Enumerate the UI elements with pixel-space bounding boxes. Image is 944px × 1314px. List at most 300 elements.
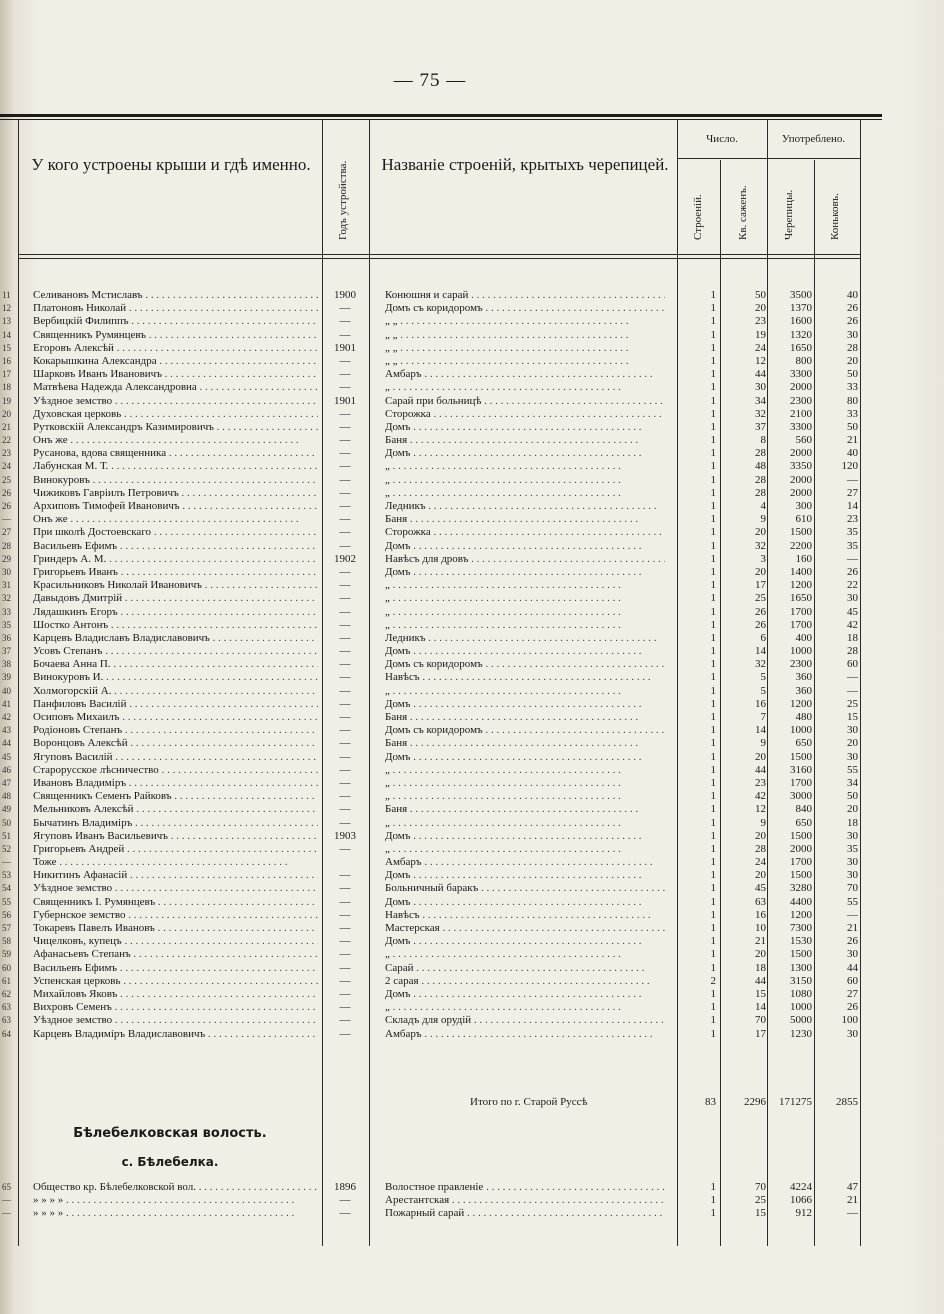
area-cell: 19: [755, 328, 766, 341]
area-cell: 70: [755, 1181, 766, 1193]
tiles-cell: 912: [795, 1207, 812, 1220]
year-cell: —: [339, 500, 351, 512]
ridges-cell: 35: [847, 842, 858, 855]
tiles-cell: 5000: [790, 1014, 812, 1027]
count-cell: 1: [710, 908, 716, 921]
ridges-cell: 50: [847, 368, 858, 381]
area-cell: 44: [755, 368, 766, 381]
area-cell: 3: [760, 552, 766, 565]
building-cell: „ . . .: [385, 460, 665, 473]
table-row: [0, 592, 944, 605]
building-cell: „ . . .: [385, 764, 665, 777]
owner-cell: Васильевъ Ефимъ . . .: [33, 962, 318, 975]
page-number: — 75 —: [393, 70, 467, 91]
tiles-cell: 3300: [790, 420, 812, 433]
row-number: 24: [2, 461, 11, 472]
area-cell: 16: [755, 697, 766, 710]
table-row: [0, 1028, 944, 1041]
count-cell: 1: [710, 750, 716, 763]
count-cell: 1: [710, 856, 716, 869]
row-number: 52: [2, 843, 11, 854]
table-row: [0, 922, 944, 935]
ridges-cell: 70: [847, 882, 858, 895]
tiles-cell: 1500: [790, 948, 812, 961]
ridges-cell: 40: [847, 289, 858, 301]
count-cell: 1: [710, 513, 716, 526]
ridges-cell: 100: [841, 1014, 858, 1027]
row-number: 22: [2, 435, 11, 446]
count-cell: 1: [710, 869, 716, 882]
table-row: [0, 606, 944, 619]
header-owner: У кого устроены крыши и гдѣ именно.: [31, 155, 311, 174]
building-cell: Домъ съ коридоромъ . . .: [385, 658, 665, 671]
building-cell: Домъ . . .: [385, 751, 665, 764]
count-cell: 1: [710, 565, 716, 578]
row-number: 46: [2, 764, 11, 775]
tiles-cell: 1700: [790, 605, 812, 618]
owner-cell: Шостко Антонъ . . .: [33, 619, 318, 632]
count-cell: 1: [710, 935, 716, 948]
row-number: 18: [2, 382, 11, 393]
tiles-cell: 1320: [790, 328, 812, 341]
count-cell: 1: [710, 763, 716, 776]
count-cell: 1: [710, 776, 716, 789]
ridges-cell: 22: [847, 579, 858, 592]
tiles-cell: 1700: [790, 856, 812, 869]
year-cell: —: [339, 381, 351, 394]
ridges-cell: 30: [847, 869, 858, 882]
owner-cell: Холмогорскій А. . . .: [33, 685, 318, 698]
owner-cell: Воронцовъ Алексѣй . . .: [33, 737, 318, 750]
year-cell: —: [339, 711, 351, 723]
building-cell: Ледникъ . . .: [385, 500, 665, 513]
top-rule: [0, 114, 882, 117]
row-number: 47: [2, 777, 11, 788]
count-cell: 1: [710, 1207, 716, 1220]
header-bottom-rule-2: [18, 258, 860, 259]
count-cell: 1: [710, 1181, 716, 1193]
building-cell: Баня . . .: [385, 513, 665, 526]
table-row: [0, 882, 944, 895]
year-cell: —: [339, 473, 351, 486]
year-cell: —: [339, 592, 351, 605]
count-cell: 1: [710, 473, 716, 486]
ridges-cell: —: [847, 1207, 858, 1220]
building-cell: Домъ . . .: [385, 869, 665, 882]
table-row: [0, 671, 944, 684]
area-cell: 17: [755, 579, 766, 592]
table-row: [0, 948, 944, 961]
row-number: 45: [2, 751, 11, 762]
year-cell: —: [339, 447, 351, 460]
year-cell: 1896: [334, 1181, 356, 1193]
year-cell: —: [339, 460, 351, 473]
owner-cell: » » » » . . .: [33, 1194, 318, 1207]
owner-cell: Уѣздное земство . . .: [33, 882, 318, 895]
table-row: [0, 315, 944, 328]
building-cell: „ . . .: [385, 777, 665, 790]
building-cell: Домъ . . .: [385, 566, 665, 579]
count-cell: 1: [710, 579, 716, 592]
building-cell: Сторожка . . .: [385, 408, 665, 421]
year-cell: —: [339, 961, 351, 974]
area-cell: 9: [760, 737, 766, 750]
count-cell: 1: [710, 645, 716, 658]
year-cell: —: [339, 790, 351, 803]
building-cell: Арестантская . . .: [385, 1194, 665, 1207]
area-cell: 30: [755, 381, 766, 394]
table-row: [0, 817, 944, 830]
area-cell: 5: [760, 684, 766, 697]
area-cell: 26: [755, 605, 766, 618]
ridges-cell: 27: [847, 486, 858, 499]
area-cell: 14: [755, 645, 766, 658]
table-row: [0, 1014, 944, 1027]
count-cell: 1: [710, 948, 716, 961]
count-cell: 1: [710, 961, 716, 974]
table-row: [0, 658, 944, 671]
ridges-cell: 18: [847, 631, 858, 644]
building-cell: „ „ . . .: [385, 355, 665, 368]
tiles-cell: 7300: [790, 922, 812, 934]
tiles-cell: 3500: [790, 289, 812, 301]
table-row: [0, 566, 944, 579]
count-cell: 1: [710, 922, 716, 934]
owner-cell: Панфиловъ Василій . . .: [33, 698, 318, 711]
header-bottom-rule: [18, 254, 860, 255]
area-cell: 9: [760, 816, 766, 829]
table-row: [0, 1194, 944, 1207]
section-title: Бѣлебелковская волость.: [73, 1126, 267, 1141]
ridges-cell: —: [847, 684, 858, 697]
ridges-cell: 26: [847, 935, 858, 948]
row-number: 42: [2, 712, 11, 722]
owner-cell: Архиповъ Тимофей Ивановичъ . . .: [33, 500, 318, 513]
table-body-2: [0, 1181, 944, 1221]
year-cell: —: [339, 579, 351, 592]
tiles-cell: 1200: [790, 908, 812, 921]
owner-cell: Шарковъ Иванъ Ивановичъ . . .: [33, 368, 318, 381]
count-cell: 1: [710, 460, 716, 473]
count-cell: 1: [710, 315, 716, 328]
table-row: [0, 526, 944, 539]
owner-cell: Усовъ Степанъ . . .: [33, 645, 318, 658]
row-number: 61: [2, 975, 11, 986]
table-row: [0, 909, 944, 922]
ridges-cell: 45: [847, 605, 858, 618]
building-cell: „ „ . . .: [385, 315, 665, 328]
owner-cell: Карцевъ Владиславъ Владиславовичъ . . .: [33, 632, 318, 645]
ridges-cell: 60: [847, 974, 858, 987]
year-cell: —: [339, 486, 351, 499]
year-cell: —: [339, 816, 351, 829]
ridges-cell: 27: [847, 987, 858, 1000]
building-cell: Навѣсъ . . .: [385, 671, 665, 684]
ridges-cell: 30: [847, 592, 858, 605]
owner-cell: Винокуровъ И. . . .: [33, 671, 318, 684]
table-row: [0, 579, 944, 592]
tiles-cell: 1500: [790, 750, 812, 763]
tiles-cell: 1230: [790, 1027, 812, 1040]
tiles-cell: 4400: [790, 895, 812, 908]
owner-cell: Вербицкій Филиппъ . . .: [33, 315, 318, 328]
count-cell: 1: [710, 434, 716, 447]
owner-cell: Селивановъ Мстиславъ . . .: [33, 289, 318, 302]
row-number: —: [2, 857, 11, 868]
count-cell: 1: [710, 447, 716, 460]
table-row: [0, 487, 944, 500]
building-cell: Домъ . . .: [385, 698, 665, 711]
tiles-cell: 1370: [790, 302, 812, 315]
table-row: [0, 619, 944, 632]
row-number: 38: [2, 659, 11, 670]
row-number: 36: [2, 632, 11, 643]
area-cell: 16: [755, 908, 766, 921]
total-ridges: 2855: [836, 1096, 858, 1108]
table-row: [0, 368, 944, 381]
table-row: [0, 474, 944, 487]
area-cell: 20: [755, 948, 766, 961]
row-number: 11: [2, 290, 11, 300]
building-cell: Навѣсъ для дровъ . . .: [385, 553, 665, 566]
table-row: [0, 645, 944, 658]
tiles-cell: 2000: [790, 473, 812, 486]
owner-cell: Афанасьевъ Степанъ . . .: [33, 948, 318, 961]
count-cell: 1: [710, 289, 716, 301]
owner-cell: Уѣздное земство . . .: [33, 395, 318, 408]
building-cell: Амбаръ . . .: [385, 368, 665, 381]
tiles-cell: 1700: [790, 618, 812, 631]
building-cell: Ледникъ . . .: [385, 632, 665, 645]
area-cell: 9: [760, 513, 766, 526]
owner-cell: Винокуровъ . . .: [33, 474, 318, 487]
building-cell: „ . . .: [385, 948, 665, 961]
year-cell: 1901: [334, 394, 356, 407]
owner-cell: Матвѣева Надежда Александровна . . .: [33, 381, 318, 394]
table-row: [0, 553, 944, 566]
table-row: [0, 830, 944, 843]
row-number: 32: [2, 593, 11, 604]
row-number: 59: [2, 949, 11, 960]
area-cell: 32: [755, 658, 766, 671]
tiles-cell: 1000: [790, 1001, 812, 1014]
owner-cell: Давыдовъ Дмитрій . . .: [33, 592, 318, 605]
year-cell: —: [339, 420, 351, 433]
count-cell: 1: [710, 684, 716, 697]
tiles-cell: 2000: [790, 447, 812, 460]
tiles-cell: 1600: [790, 315, 812, 328]
year-cell: 1903: [334, 829, 356, 842]
area-cell: 44: [755, 974, 766, 987]
total-area: 2296: [744, 1096, 766, 1108]
owner-cell: Ягуповъ Иванъ Васильевичъ . . .: [33, 830, 318, 843]
tiles-cell: 1000: [790, 724, 812, 737]
building-cell: „ . . .: [385, 474, 665, 487]
year-cell: —: [339, 697, 351, 710]
row-number: 20: [2, 408, 11, 419]
ridges-cell: 55: [847, 895, 858, 908]
row-number: 13: [2, 316, 11, 327]
table-row: [0, 1207, 944, 1220]
owner-cell: Чижиковъ Гавріилъ Петровичъ . . .: [33, 487, 318, 500]
table-row: [0, 447, 944, 460]
tiles-cell: 1700: [790, 776, 812, 789]
year-cell: —: [339, 605, 351, 618]
tiles-cell: 1400: [790, 565, 812, 578]
building-cell: „ . . .: [385, 606, 665, 619]
area-cell: 24: [755, 856, 766, 869]
ridges-cell: 21: [847, 1194, 858, 1207]
ridges-cell: 34: [847, 776, 858, 789]
count-cell: 1: [710, 803, 716, 816]
row-number: —: [2, 1208, 11, 1219]
tiles-cell: 3280: [790, 882, 812, 895]
ridges-cell: 30: [847, 948, 858, 961]
tiles-cell: 360: [795, 671, 812, 684]
area-cell: 20: [755, 565, 766, 578]
year-cell: —: [339, 434, 351, 447]
header-group-rule: [677, 158, 860, 159]
count-cell: 1: [710, 592, 716, 605]
ridges-cell: 30: [847, 750, 858, 763]
building-cell: „ . . .: [385, 619, 665, 632]
year-cell: —: [339, 526, 351, 539]
area-cell: 7: [760, 711, 766, 723]
table-row: [0, 500, 944, 513]
building-cell: „ . . .: [385, 1001, 665, 1014]
year-cell: —: [339, 987, 351, 1000]
tiles-cell: 1500: [790, 829, 812, 842]
area-cell: 25: [755, 592, 766, 605]
owner-cell: Вихровъ Семенъ . . .: [33, 1001, 318, 1014]
building-cell: Домъ . . .: [385, 645, 665, 658]
ridges-cell: 55: [847, 763, 858, 776]
table-row: [0, 737, 944, 750]
building-cell: Больничный баракъ . . .: [385, 882, 665, 895]
owner-cell: Священникъ Семенъ Райковъ . . .: [33, 790, 318, 803]
table-row: [0, 513, 944, 526]
area-cell: 20: [755, 750, 766, 763]
count-cell: 1: [710, 552, 716, 565]
table-row: [0, 724, 944, 737]
count-cell: 1: [710, 526, 716, 539]
owner-cell: » » » » . . .: [33, 1207, 318, 1220]
owner-cell: Губернское земство . . .: [33, 909, 318, 922]
row-number: 43: [2, 725, 11, 736]
year-cell: —: [339, 513, 351, 526]
owner-cell: Егоровъ Алексѣй . . .: [33, 342, 318, 355]
owner-cell: Григорьевъ Андрей . . .: [33, 843, 318, 856]
tiles-cell: 2000: [790, 842, 812, 855]
count-cell: 1: [710, 368, 716, 381]
ridges-cell: 23: [847, 513, 858, 526]
area-cell: 45: [755, 882, 766, 895]
area-cell: 70: [755, 1014, 766, 1027]
year-cell: —: [339, 1001, 351, 1014]
count-cell: 1: [710, 1027, 716, 1040]
area-cell: 21: [755, 935, 766, 948]
building-cell: Складъ для орудій . . .: [385, 1014, 665, 1027]
count-cell: 1: [710, 605, 716, 618]
row-number: 17: [2, 369, 11, 380]
row-number: 15: [2, 342, 11, 353]
row-number: 40: [2, 685, 11, 696]
area-cell: 15: [755, 987, 766, 1000]
count-cell: 1: [710, 987, 716, 1000]
count-cell: 1: [710, 1194, 716, 1207]
ridges-cell: 18: [847, 816, 858, 829]
header-group-number: Число.: [706, 133, 738, 145]
owner-cell: Красильниковъ Николай Ивановичъ . . .: [33, 579, 318, 592]
tiles-cell: 1000: [790, 645, 812, 658]
area-cell: 18: [755, 961, 766, 974]
tiles-cell: 650: [795, 737, 812, 750]
row-number: 62: [2, 988, 11, 999]
ridges-cell: 50: [847, 790, 858, 803]
row-number: 31: [2, 580, 11, 591]
owner-cell: Общество кр. Бѣлебелковской вол. . . .: [33, 1181, 318, 1194]
building-cell: Баня . . .: [385, 737, 665, 750]
table-row: [0, 698, 944, 711]
area-cell: 28: [755, 486, 766, 499]
owner-cell: Успенская церковь . . .: [33, 975, 318, 988]
area-cell: 20: [755, 302, 766, 315]
tiles-cell: 610: [795, 513, 812, 526]
area-cell: 63: [755, 895, 766, 908]
building-cell: Конюшня и сарай . . .: [385, 289, 665, 302]
owner-cell: Русанова, вдова священника . . .: [33, 447, 318, 460]
ridges-cell: 42: [847, 618, 858, 631]
tiles-cell: 2300: [790, 394, 812, 407]
building-cell: „ . . .: [385, 487, 665, 500]
year-cell: —: [339, 803, 351, 816]
area-cell: 23: [755, 776, 766, 789]
year-cell: 1901: [334, 341, 356, 354]
ridges-cell: 20: [847, 803, 858, 816]
year-cell: —: [339, 539, 351, 552]
table-row: [0, 302, 944, 315]
count-cell: 1: [710, 1001, 716, 1014]
table-row: [0, 434, 944, 447]
table-row: [0, 975, 944, 988]
tiles-cell: 360: [795, 684, 812, 697]
year-cell: —: [339, 1027, 351, 1040]
area-cell: 32: [755, 407, 766, 420]
building-cell: Домъ . . .: [385, 830, 665, 843]
count-cell: 1: [710, 539, 716, 552]
building-cell: Домъ съ коридоромъ . . .: [385, 302, 665, 315]
area-cell: 44: [755, 763, 766, 776]
table-row: [0, 408, 944, 421]
count-cell: 1: [710, 697, 716, 710]
owner-cell: Лядашкинъ Егоръ . . .: [33, 606, 318, 619]
ridges-cell: 26: [847, 315, 858, 328]
ridges-cell: 33: [847, 407, 858, 420]
ridges-cell: 40: [847, 447, 858, 460]
building-cell: Домъ . . .: [385, 896, 665, 909]
tiles-cell: 3350: [790, 460, 812, 473]
count-cell: 1: [710, 354, 716, 367]
area-cell: 8: [760, 434, 766, 447]
tiles-cell: 1500: [790, 526, 812, 539]
owner-cell: Платоновъ Николай . . .: [33, 302, 318, 315]
owner-cell: Токаревъ Павелъ Ивановъ . . .: [33, 922, 318, 935]
tiles-cell: 1066: [790, 1194, 812, 1207]
table-row: [0, 777, 944, 790]
row-number: 39: [2, 672, 11, 683]
area-cell: 26: [755, 618, 766, 631]
ridges-cell: 120: [841, 460, 858, 473]
